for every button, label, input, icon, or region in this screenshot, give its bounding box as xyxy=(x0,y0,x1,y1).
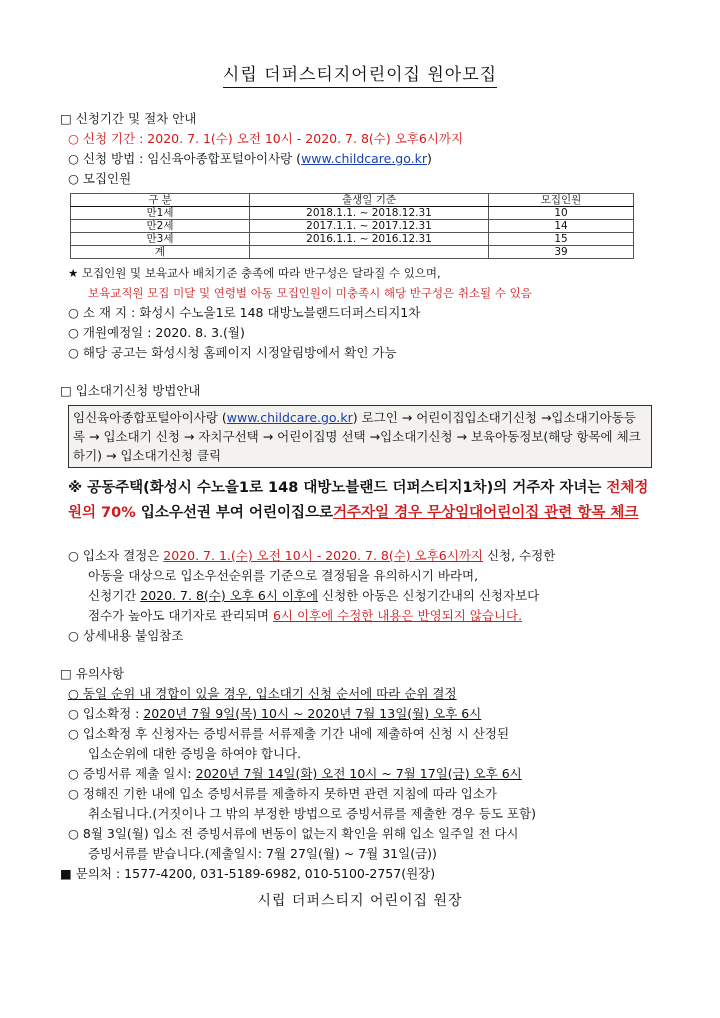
decision-line: 아동을 대상으로 입소우선순위를 기준으로 결정됨을 유의하시기 바라며, xyxy=(88,568,479,583)
location: ○ 소 재 지 : 화성시 수노을1로 148 대방노블랜드더퍼스티지1차 xyxy=(68,305,421,320)
table-row xyxy=(71,233,634,246)
star-note-warning: 보육교직원 모집 미달 및 연령별 아동 모집인원이 미충족시 해당 반구성은 취소될 수 있음 xyxy=(88,286,532,300)
table-cell: 14 xyxy=(489,220,634,233)
caution-item: 증빙서류를 받습니다.(제출일시: 7월 27일(월) ~ 7월 31일(금)) xyxy=(88,846,437,861)
star-note: ★ 모집인원 및 보육교사 배치기준 충족에 따라 반구성은 달라질 수 있으며, xyxy=(68,266,441,280)
decision-line: 신청기간 2020. 7. 8(수) 오후 6시 이후에 신청한 아동은 신청기간내의 신청자보다 xyxy=(88,588,540,603)
detail-reference: ○ 상세내용 붙임참조 xyxy=(68,628,184,643)
table-cell: 2017.1.1. ~ 2017.12.31 xyxy=(250,220,489,233)
notice-location: ○ 해당 공고는 화성시청 홈페이지 시정알림방에서 확인 가능 xyxy=(68,345,397,360)
decision-line: 점수가 높아도 대기자로 관리되며 6시 이후에 수정한 내용은 반영되지 않습니다. xyxy=(88,608,523,623)
priority-notice: ※ 공동주택(화성시 수노을1로 148 대방노블랜드 더퍼스티지1차)의 거주자 자녀는 전체정원의 70% 입소우선권 부여 어린이집으로거주자일 경우 무상임대어린이집 관련 항목 체크 xyxy=(68,480,649,521)
table-header-row xyxy=(71,194,634,207)
caution-item: ○ 동일 순위 내 경합이 있을 경우, 입소대기 신청 순서에 따라 순위 결정 xyxy=(68,686,457,701)
opening-date: ○ 개원예정일 : 2020. 8. 3.(월) xyxy=(68,325,245,340)
caution-item: ○ 증빙서류 제출 일시: 2020년 7월 14일(화) 오전 10시 ~ 7월 17일(금) 오후 6시 xyxy=(68,766,522,781)
table-cell: 만3세 xyxy=(71,233,250,246)
caution-item: 입소순위에 대한 증빙을 하여야 합니다. xyxy=(88,746,302,761)
table-cell: 계 xyxy=(71,246,250,259)
section-heading-waitlist: □ 입소대기신청 방법안내 xyxy=(60,383,201,398)
table-header: 출생일 기준 xyxy=(250,194,489,207)
application-method: ○ 신청 방법 : 임신육아종합포털아이사랑 (www.childcare.go.kr) xyxy=(68,151,432,166)
decision-line: ○ 입소자 결정은 2020. 7. 1.(수) 오전 10시 - 2020. 7. 8(수) 오후6시까지 신청, 수정한 xyxy=(68,548,556,563)
section-heading-application: □ 신청기간 및 절차 안내 xyxy=(60,111,197,126)
table-header: 구 분 xyxy=(71,194,250,207)
table-cell xyxy=(250,246,489,259)
table-cell: 39 xyxy=(489,246,634,259)
table-cell: 15 xyxy=(489,233,634,246)
table-cell: 10 xyxy=(489,207,634,220)
contact-info: ■ 문의처 : 1577-4200, 031-5189-6982, 010-5100-2757(원장) xyxy=(60,866,436,881)
recruit-table xyxy=(70,193,634,259)
section-heading-cautions: □ 유의사항 xyxy=(60,666,125,681)
table-row xyxy=(71,220,634,233)
application-period: ○ 신청 기간 : 2020. 7. 1(수) 오전 10시 - 2020. 7. 8(수) 오후6시까지 xyxy=(68,131,464,146)
table-total-row xyxy=(71,246,634,259)
signature: 시립 더퍼스티지 어린이집 원장 xyxy=(257,893,463,909)
caution-item: ○ 입소확정 후 신청자는 증빙서류를 서류제출 기간 내에 제출하여 신청 시 산정된 xyxy=(68,726,510,741)
caution-item: ○ 입소확정 : 2020년 7월 9일(목) 10시 ~ 2020년 7월 13일(월) 오후 6시 xyxy=(68,706,482,721)
document-page xyxy=(60,60,660,910)
waitlist-procedure-box: 임신육아종합포털아이사랑 (www.childcare.go.kr) 로그인 → 어린이집입소대기신청 →입소대기아동등록 → 입소대기 신청 → 자치구선택 → 어린이집명 선택 →입소대기신청 → 보육아동정보(해당 항목에 체크하기) → 입소대기신청 클릭 xyxy=(68,405,652,468)
table-row xyxy=(71,207,634,220)
decision-block xyxy=(60,546,660,646)
caution-item: ○ 정해진 기한 내에 입소 증빙서류를 제출하지 못하면 관련 지침에 따라 입소가 xyxy=(68,786,497,801)
table-header: 모집인원 xyxy=(489,194,634,207)
childcare-link[interactable]: www.childcare.go.kr xyxy=(301,151,428,166)
table-cell: 2018.1.1. ~ 2018.12.31 xyxy=(250,207,489,220)
table-cell: 만1세 xyxy=(71,207,250,220)
childcare-link[interactable]: www.childcare.go.kr xyxy=(226,410,353,425)
table-cell: 2016.1.1. ~ 2016.12.31 xyxy=(250,233,489,246)
caution-item: 취소됩니다.(거짓이나 그 밖의 부정한 방법으로 증빙서류를 제출한 경우 등도 포함) xyxy=(88,806,536,821)
table-cell: 만2세 xyxy=(71,220,250,233)
caution-item: ○ 8월 3일(월) 입소 전 증빙서류에 변동이 없는지 확인을 위해 입소 일주일 전 다시 xyxy=(68,826,519,841)
recruit-label: ○ 모집인원 xyxy=(68,171,132,186)
page-title: 시립 더퍼스티지어린이집 원아모집 xyxy=(60,60,660,85)
